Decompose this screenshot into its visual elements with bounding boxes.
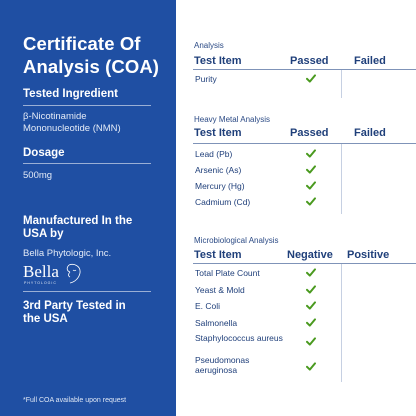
tested-ingredient-value: β-Nicotinamide Mononucleotide (NMN) (23, 111, 121, 134)
table-header-rule (193, 143, 416, 144)
micro-section-label: Microbiological Analysis (194, 236, 279, 245)
heavy-metal-col-failed: Failed (354, 127, 386, 139)
divider (23, 291, 151, 292)
dosage-label: Dosage (23, 147, 65, 159)
page-title: Certificate Of Analysis (COA) (23, 33, 160, 77)
table-row-pseudomonas: Pseudomonas aeruginosa (195, 355, 250, 375)
check-icon (306, 301, 316, 310)
third-party-label: 3rd Party Tested in the USA (23, 300, 126, 325)
heavy-metal-col-passed: Passed (290, 127, 329, 139)
check-icon (306, 362, 316, 371)
column-divider (341, 144, 342, 214)
check-icon (306, 337, 316, 346)
check-icon (306, 181, 316, 190)
table-row-purity: Purity (195, 74, 217, 84)
divider (23, 105, 151, 106)
heavy-metal-section-label: Heavy Metal Analysis (194, 115, 271, 124)
table-row-total-plate-count: Total Plate Count (195, 268, 260, 278)
table-row-e-coli: E. Coli (195, 301, 221, 311)
manufactured-label: Manufactured In the USA by (23, 215, 133, 240)
analysis-col-failed: Failed (354, 55, 386, 67)
table-header-rule (193, 69, 416, 70)
logo-wordmark: Bella (23, 262, 59, 281)
table-row-mercury: Mercury (Hg) (195, 181, 245, 191)
table-row-lead: Lead (Pb) (195, 149, 233, 159)
table-row-staphylococcus: Staphylococcus aureus (195, 333, 283, 343)
check-icon (306, 165, 316, 174)
table-row-yeast-mold: Yeast & Mold (195, 285, 245, 295)
check-icon (306, 197, 316, 206)
table-row-arsenic: Arsenic (As) (195, 165, 242, 175)
analysis-col-passed: Passed (290, 55, 329, 67)
table-header-rule (193, 263, 416, 264)
check-icon (306, 74, 316, 83)
check-icon (306, 268, 316, 277)
dosage-value: 500mg (23, 170, 53, 181)
micro-col-positive: Positive (347, 249, 390, 261)
column-divider (341, 70, 342, 98)
check-icon (306, 149, 316, 158)
footnote: *Full COA available upon request (23, 397, 127, 404)
bella-logo (23, 262, 103, 286)
check-icon (306, 285, 316, 294)
info-panel (0, 0, 176, 416)
face-line-art-icon (61, 263, 85, 285)
logo-subtext: PHYTOLOGIC (24, 281, 57, 285)
analysis-col-test-item: Test Item (194, 55, 242, 67)
check-icon (306, 318, 316, 327)
manufacturer-value: Bella Phytologic, Inc. (23, 248, 112, 259)
table-row-cadmium: Cadmium (Cd) (195, 197, 251, 207)
tested-ingredient-label: Tested Ingredient (23, 88, 118, 100)
heavy-metal-col-test-item: Test Item (194, 127, 242, 139)
divider (23, 163, 151, 164)
results-area (176, 0, 416, 416)
micro-col-negative: Negative (287, 249, 333, 261)
analysis-section-label: Analysis (194, 41, 224, 50)
micro-col-test-item: Test Item (194, 249, 242, 261)
column-divider (341, 264, 342, 382)
table-row-salmonella: Salmonella (195, 318, 238, 328)
